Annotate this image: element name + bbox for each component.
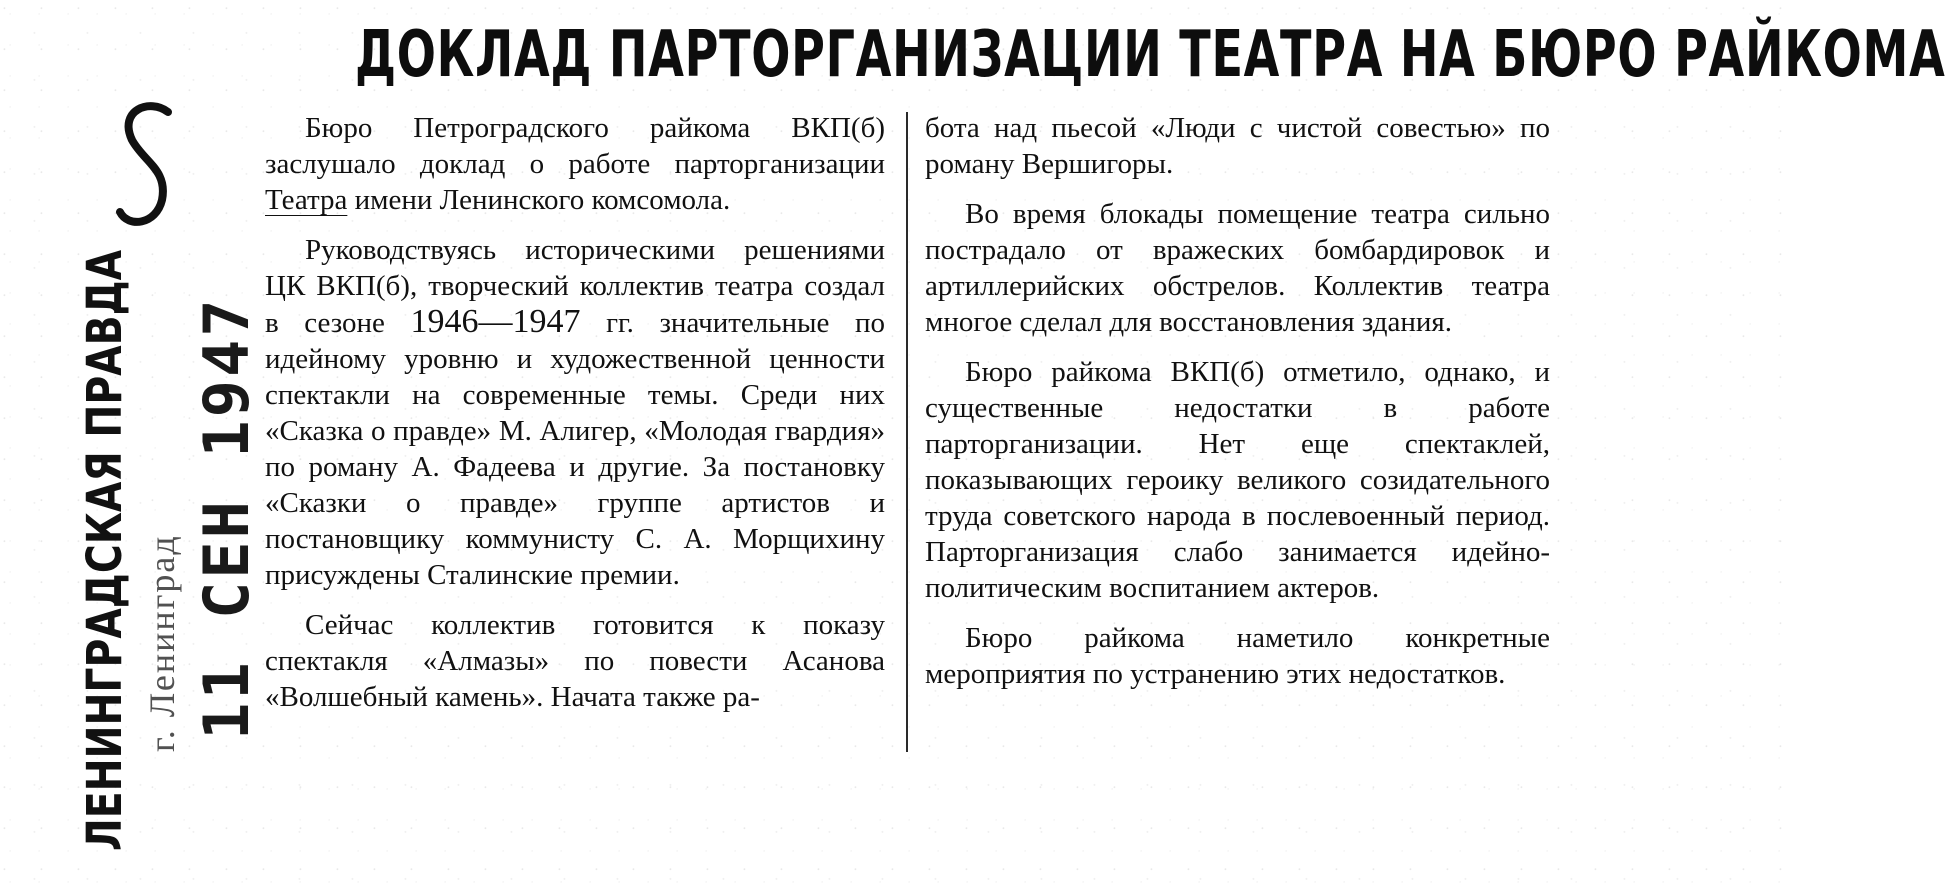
masthead-text: ЛЕНИНГРАДСКАЯ ПРАВДА: [77, 249, 133, 851]
paragraph-6: Бюро райкома наметило конкретные мероприятия по устранению этих недостатков.: [925, 622, 1550, 690]
paragraph-continued: бота над пьесой «Люди с чистой совестью» по роману Вершигоры.: [925, 112, 1550, 180]
city-stamp: [140, 372, 184, 752]
paragraph-5: Бюро райкома ВКП(б) отметило, однако, и существенные недостатки в работе парторганизации. Нет еще спектаклей, показывающих героику великого созидательного труда советского народа в послевоенный период. Парторганизация слабо занимается идейно-политическим воспитанием актеров.: [925, 356, 1550, 604]
underlined-word: Театра: [265, 184, 348, 216]
paragraph-2: Руководствуясь историческими решениями ЦК ВКП(б), творческий коллектив театра создал в сезоне 1946—1947 гг. значительные по идейному уровню и художественной ценности спектакли на современные темы. Среди них «Сказка о правде» М. Алигер, «Молодая гвардия» по роману А. Фадеева и другие. За постановку «Сказки о правде» группе артистов и постановщику коммунисту С. А. Морщихину присуждены Сталинские премии.: [265, 234, 885, 591]
column-divider: [906, 112, 908, 752]
article-column-left: [265, 110, 885, 715]
paragraph-1: Бюро Петроградского райкома ВКП(б) заслушало доклад о работе парторганизации Театра имени Ленинского комсомола.: [265, 112, 885, 216]
date-text: 11 СЕН 1947: [190, 296, 263, 740]
paragraph-4: Во время блокады помещение театра сильно пострадало от вражеских бомбардировок и артиллерийских обстрелов. Коллектив театра многое сделал для восстановления здания.: [925, 198, 1550, 338]
handwritten-mark: [110, 100, 180, 240]
article-headline: ДОКЛАД ПАРТОРГАНИЗАЦИИ ТЕАТРА НА БЮРО РАЙКОМА: [355, 18, 1945, 92]
season-years: 1946—1947: [410, 303, 581, 340]
paragraph-3: Сейчас коллектив готовится к показу спектакля «Алмазы» по повести Асанова «Волшебный камень». Начата также ра-: [265, 609, 885, 713]
newspaper-masthead-stamp: [73, 249, 137, 851]
city-text: г. Ленинград: [142, 534, 182, 752]
date-stamp: [191, 270, 263, 740]
article-column-right: [925, 110, 1550, 692]
